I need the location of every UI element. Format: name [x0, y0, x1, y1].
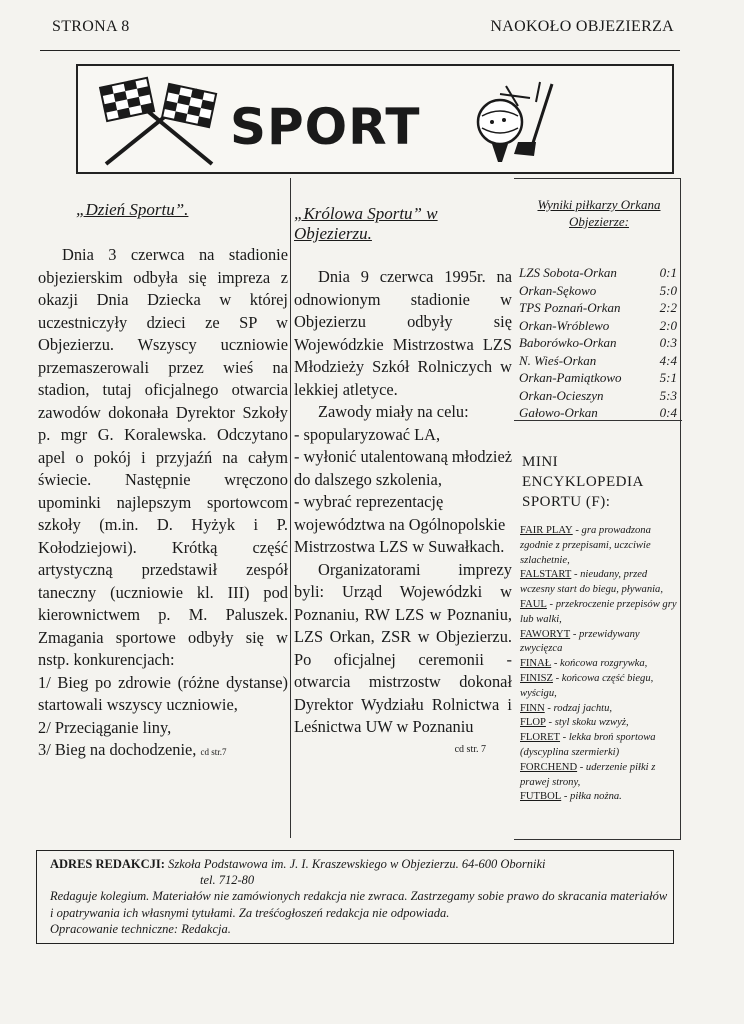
result-match: TPS Poznań-Orkan	[519, 300, 621, 315]
entry-term: FINN	[520, 702, 545, 714]
result-match: LZS Sobota-Orkan	[519, 265, 617, 280]
column-divider	[290, 178, 291, 838]
article1-list-item	[38, 739, 288, 764]
entry-term: FORCHEND	[520, 761, 578, 773]
encyclopedia-title	[522, 452, 644, 512]
results-list	[519, 264, 677, 422]
result-match: Orkan-Wróblewo	[519, 317, 610, 333]
article1-paragraph: Dnia 3 czerwca na stadionie objezierskim odbyła się impreza z okazji Dnia Dziecka w której uczestniczyły dzieci ze SP w Objezierzu. Wszyscy uczniowie przemaszerowali przez wieś na stadion, tutaj oficjalnego otwarcia zawodów dokonała Dyrektor Szkoły p. mgr G. Koralewska. Odczytano apel o pokój i przyjaźń na całym świecie. Następnie wręczono upominki najlepszym sportowcom szkoły (m.in. D. Hyżyk i P. Kołodziejowi). Krótką część artystyczną przedstawił zespół taneczny (uczniowie kl. III) pod kierownictwem p. M. Paluszek. Zmagania sportowe odbyły się w nstp. konkurencjach:	[38, 245, 288, 669]
result-match: Orkan-Pamiątkowo	[519, 370, 622, 385]
article2-goal: - spopularyzować LA,	[294, 424, 441, 444]
entry-term: FLORET	[520, 732, 561, 744]
entry-term: FALSTART	[520, 569, 572, 581]
article1-list-item: 2/ Przeciąganie liny,	[38, 717, 172, 737]
article1-list-item-text: 3/ Bieg na dochodzenie,	[38, 740, 197, 759]
encyclopedia-title-line: SPORTU (F):	[522, 494, 611, 510]
page-number: STRONA 8	[52, 18, 130, 35]
newspaper-title: NAOKOŁO OBJEZIERZA	[490, 18, 674, 35]
result-score: 0:3	[659, 335, 677, 350]
encyclopedia-entry	[520, 702, 680, 717]
encyclopedia-entry	[520, 672, 680, 702]
continued-ref: cd str.7	[200, 747, 227, 757]
banner-title: SPORT	[230, 98, 421, 156]
encyclopedia-entry	[520, 657, 680, 672]
result-row	[519, 299, 677, 317]
article1-list-item: 1/ Bieg po zdrowie (różne dystanse) startowali wszyscy uczniowie,	[38, 672, 288, 714]
result-row	[519, 282, 677, 300]
golf-ball-club-icon	[470, 76, 570, 168]
entry-definition: - gra prowadzona zgodnie z przepisami, uczciwie szlachetnie,	[520, 525, 651, 566]
header-rule	[40, 50, 680, 51]
results-title: Wyniki piłkarzy Orkana Objezierze:	[537, 197, 661, 229]
encyclopedia-entry	[520, 761, 680, 791]
encyclopedia-list	[520, 524, 680, 805]
result-score: 2:2	[659, 300, 677, 315]
entry-term: FINAŁ	[520, 658, 552, 670]
entry-definition: - przewidywany zwycięzca	[520, 628, 640, 655]
article2-paragraph: Organizatorami imprezy byli: Urząd Wojewódzki w Poznaniu, RW LZS w Poznaniu, LZS Orkan, ZSR w Objezierzu. Po oficjalnej ceremonii - otwarcia mistrzostw dokonał Dyrektor Wydziału Rolnictwa i Leśnictwa UW w Poznaniu	[294, 559, 512, 736]
entry-definition: - lekka broń sportowa (dyscyplina szermierki)	[520, 732, 656, 758]
entry-definition: - nieudany, przed wczesny start do biegu, pływania,	[520, 569, 664, 596]
result-score: 0:4	[659, 405, 677, 420]
entry-definition: - uderzenie piłki z prawej strony,	[520, 761, 656, 788]
encyclopedia-entry	[520, 628, 680, 658]
result-score: 4:4	[659, 352, 677, 368]
article1-body	[38, 244, 288, 764]
entry-term: FINISZ	[520, 672, 553, 684]
result-row	[519, 369, 677, 387]
footer-label: ADRES REDAKCJI:	[50, 857, 165, 871]
article2-paragraph: Dnia 9 czerwca 1995r. na odnowionym stadionie w Objezierzu odbyły się Wojewódzkie Mistrzostwa LZS Młodzieży Szkół Rolniczych w lekkiej atletyce.	[294, 267, 512, 399]
entry-term: FAIR PLAY	[520, 525, 573, 536]
result-match: Orkan-Sękowo	[519, 282, 597, 298]
result-match: Baborówko-Orkan	[519, 335, 617, 350]
entry-definition: - styl skoku wzwyż,	[545, 717, 629, 729]
encyclopedia-entry	[520, 598, 680, 628]
continued-ref: cd str. 7	[454, 743, 486, 755]
article2-body	[294, 266, 512, 761]
footer-address: Szkoła Podstawowa im. J. I. Kraszewskiego w Objezierzu. 64-600 Oborniki	[168, 857, 546, 871]
entry-definition: - końcowa część biegu, wyścigu,	[520, 672, 654, 699]
footer-tech: Opracowanie techniczne: Redakcja.	[50, 922, 231, 936]
encyclopedia-entry	[520, 731, 680, 761]
encyclopedia-title-line: MINI	[522, 454, 559, 470]
encyclopedia-entry	[520, 568, 680, 598]
result-row	[519, 404, 677, 422]
entry-definition: - końcowa rozgrywka,	[551, 658, 648, 670]
result-score: 5:1	[659, 370, 677, 385]
result-row	[519, 264, 677, 282]
entry-definition: - przekroczenie przepisów gry lub walki,	[520, 598, 677, 625]
result-score: 0:1	[659, 265, 677, 280]
result-match: Orkan-Ocieszyn	[519, 387, 604, 403]
result-score: 5:0	[659, 282, 677, 298]
article2-title: „Królowa Sportu” w Objezierzu.	[294, 204, 438, 243]
checkered-flags-icon	[94, 76, 224, 168]
result-row	[519, 317, 677, 335]
result-score: 5:3	[659, 387, 677, 403]
footer-address-line	[50, 856, 670, 873]
footer-tel: tel. 712-80	[200, 873, 255, 887]
result-row	[519, 387, 677, 405]
article2-goal: - wyłonić utalentowaną młodzież do dalszego szkolenia,	[294, 447, 513, 489]
entry-term: FUTBOL	[520, 791, 562, 803]
article1-title: „Dzień Sportu”.	[76, 200, 189, 219]
entry-definition: - rodzaj jachtu,	[544, 702, 613, 714]
entry-term: FAWORYT	[520, 628, 571, 640]
encyclopedia-title-line: ENCYKLOPEDIA	[522, 474, 644, 490]
result-score: 2:0	[659, 317, 677, 333]
encyclopedia-entry	[520, 716, 680, 731]
entry-definition: - piłka nożna.	[561, 791, 622, 803]
result-row	[519, 352, 677, 370]
entry-term: FAUL	[520, 598, 547, 610]
article2-goal: - wybrać reprezentację województwa na Ogólnopolskie Mistrzostwa LZS w Suwałkach.	[294, 492, 506, 556]
footer-note: Redaguje kolegium. Materiałów nie zamówionych redakcja nie zwraca. Zastrzegamy sobie prawo do skracania materiałów i opatrywania ich własnymi tytułami. Za treśćogłoszeń redakcja nie odpowiada.	[50, 889, 668, 920]
article2-goals-intro: Zawody miały na celu:	[318, 402, 469, 421]
encyclopedia-entry	[520, 524, 680, 568]
entry-term: FLOP	[520, 717, 546, 729]
result-row	[519, 334, 677, 352]
result-match: Gałowo-Orkan	[519, 405, 598, 420]
encyclopedia-entry	[520, 790, 680, 805]
result-match: N. Wieś-Orkan	[519, 352, 597, 368]
